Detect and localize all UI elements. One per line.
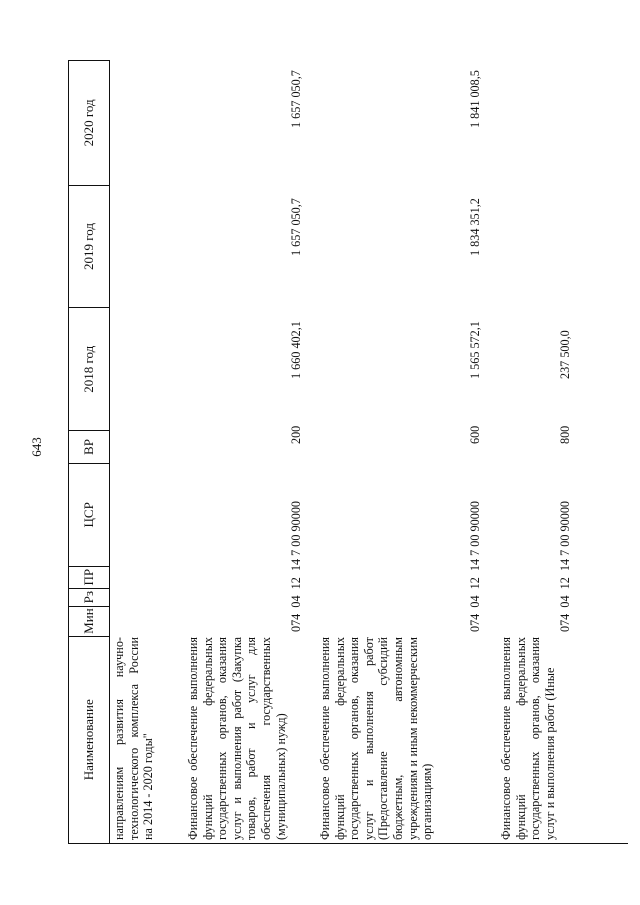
row-csr: 14 7 00 90000 <box>289 500 303 572</box>
row-vr: 600 <box>468 425 482 444</box>
row-2020: 1 841 008,5 <box>468 70 482 128</box>
row-name: Финансовое обеспечение выполнения функций федеральных государственных органов, оказания услуг и выполнения работ (Закупка товаров, работ и услуг для обеспечения государственных (муниципальных) нужд) <box>186 637 288 840</box>
row-pr: 12 <box>468 577 482 590</box>
header-2019: 2019 год <box>69 185 109 308</box>
table-row <box>112 637 156 844</box>
row-codes <box>558 501 573 632</box>
row-vr: 200 <box>289 425 303 444</box>
row-pr: 12 <box>289 577 303 590</box>
row-name: Финансовое обеспечение выполнения функций федеральных государственных органов, оказания услуг и выполнения работ (Предоставление субсидий бюджетным, автономным учреждениям и иным некоммерческим организациям) <box>318 637 435 840</box>
table-row <box>318 637 435 844</box>
row-name: направлениям развития научно-технологического комплекса России на 2014 - 2020 годы" <box>112 637 156 840</box>
header-min: Мин <box>69 606 109 636</box>
header-pr: ПР <box>69 566 109 588</box>
row-pr: 12 <box>558 577 572 590</box>
page-number: 643 <box>29 437 44 457</box>
row-codes <box>468 501 483 632</box>
header-name: Наименование <box>69 636 109 843</box>
table-row <box>186 637 288 844</box>
row-min: 074 <box>468 613 482 632</box>
row-name: Финансовое обеспечение выполнения функций федеральных государственных органов, оказания услуг и выполнения работ (Иные <box>499 637 557 840</box>
row-csr: 14 7 00 90000 <box>468 500 482 572</box>
header-2018: 2018 год <box>69 307 109 430</box>
table-row <box>499 637 557 844</box>
row-2018: 237 500,0 <box>558 330 572 379</box>
row-csr: 14 7 00 90000 <box>558 500 572 572</box>
row-2018: 1 660 402,1 <box>289 321 303 379</box>
row-min: 074 <box>558 613 572 632</box>
row-vr: 800 <box>558 425 572 444</box>
rotated-table-page <box>68 60 628 844</box>
row-rz: 04 <box>468 595 482 608</box>
table-header <box>68 60 110 844</box>
row-2018: 1 565 572,1 <box>468 321 482 379</box>
header-2020: 2020 год <box>81 99 96 147</box>
row-min: 074 <box>289 613 303 632</box>
row-rz: 04 <box>289 595 303 608</box>
row-2020: 1 657 050,7 <box>289 70 303 128</box>
header-vr: ВР <box>69 430 109 463</box>
header-rz: Рз <box>69 588 109 606</box>
row-2019: 1 834 351,2 <box>468 198 482 256</box>
row-2019: 1 657 050,7 <box>289 198 303 256</box>
row-codes <box>289 501 304 632</box>
header-csr: ЦСР <box>69 463 109 566</box>
row-rz: 04 <box>558 595 572 608</box>
